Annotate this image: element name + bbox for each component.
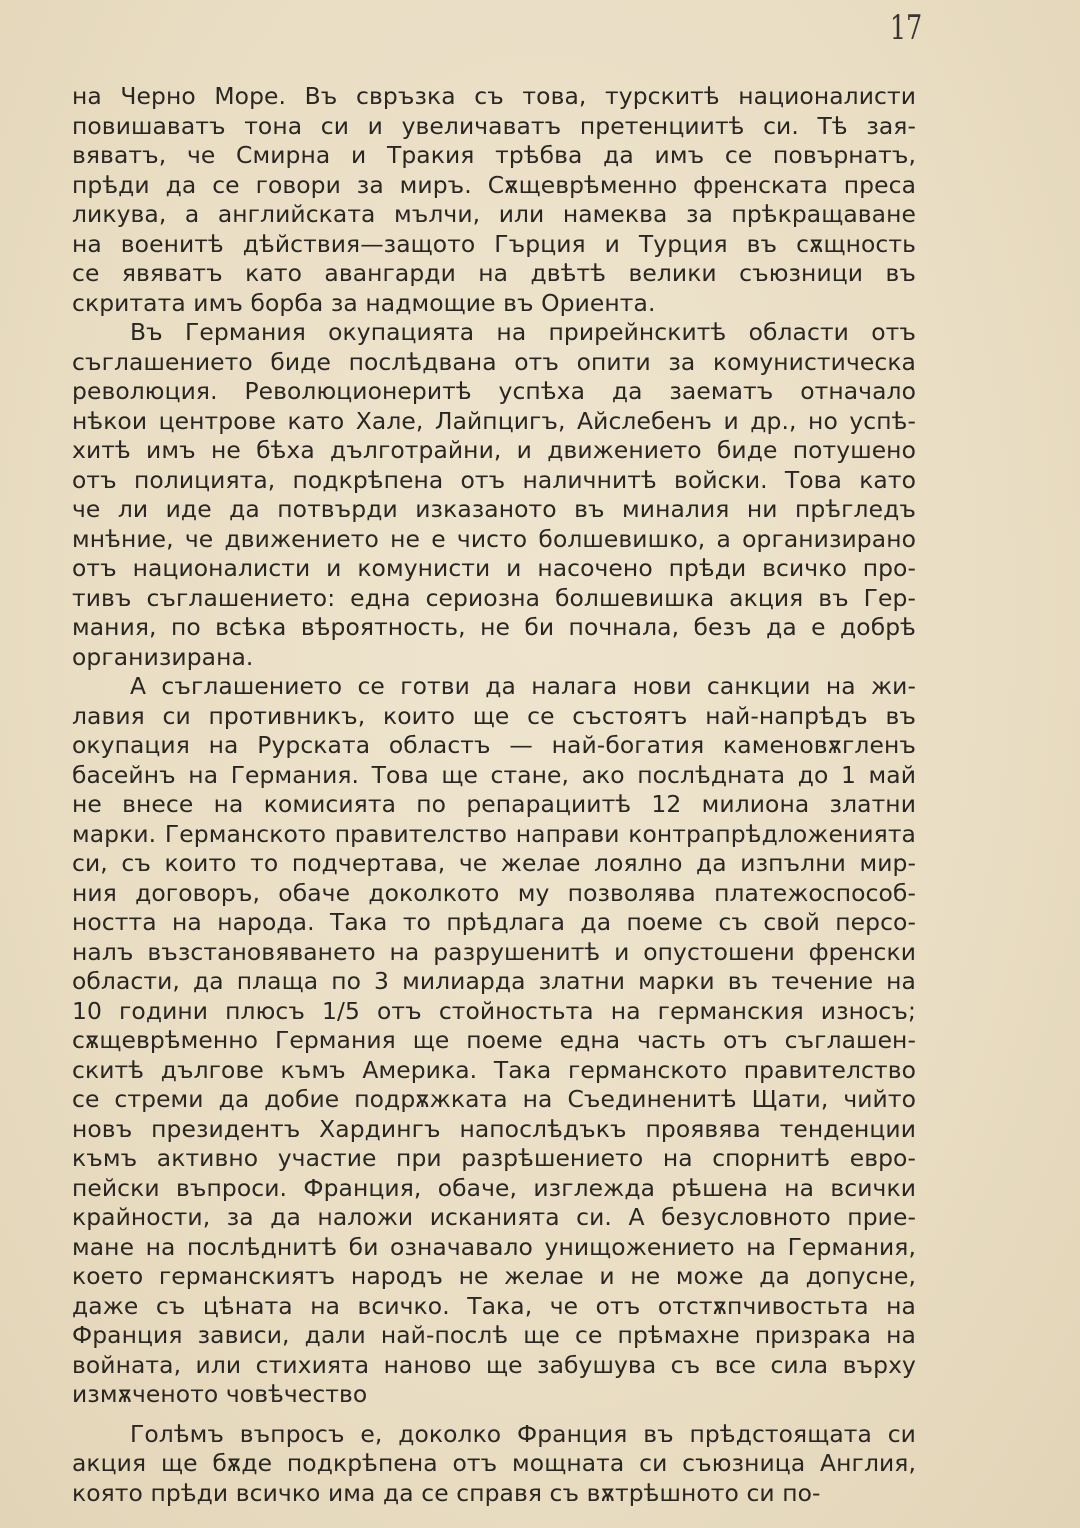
text-line: нѣкои центрове като Хале, Лайпцигъ, Айслебенъ и др., но успѣ- (72, 406, 916, 435)
text-line: се стреми да добие подрѫжката на Съединенитѣ Щати, чийто (72, 1085, 916, 1113)
text-line: на Черно Море. Въ свръзка съ това, турскитѣ националисти (72, 82, 916, 110)
text-line: марки. Германското правителство направи контрапрѣдложенията (72, 819, 916, 848)
text-line: даже съ цѣната на всичко. Така, че отъ отстѫпчивостьта на (72, 1291, 916, 1320)
text-line: акция ще бѫде подкрѣпена отъ мощната си съюзница Англия, (72, 1449, 916, 1477)
text-line: хитѣ имъ не бѣха дълготрайни, и движението биде потушено (72, 436, 916, 464)
text-line: ността на народа. Така то прѣдлага да поеме съ свой персо- (72, 908, 916, 936)
text-line: Въ Германия окупацията на прирейнскитѣ области отъ (130, 318, 916, 346)
text-line: Голѣмъ въпросъ е, доколко Франция въ прѣдстоящата си (130, 1419, 916, 1448)
text-line: скитѣ дългове къмъ Америка. Така германското правителство (72, 1055, 916, 1084)
text-line: на военитѣ дѣйствия—защото Гърция и Турция въ сѫщность (72, 229, 916, 258)
text-line: революция. Революционеритѣ успѣха да заематъ отначало (72, 377, 916, 405)
text-line: басейнъ на Германия. Това ще стане, ако послѣдната до 1 май (72, 760, 916, 789)
text-line: съглашението биде послѣдвана отъ опити за комунистическа (72, 347, 916, 376)
text-line: крайности, за да наложи исканията си. А безусловното прие- (72, 1203, 916, 1231)
paragraph-gap (72, 1410, 916, 1420)
text-line: тивъ съглашението: една сериозна болшевишка акция въ Гер- (72, 583, 916, 612)
text-line: окупация на Рурската областъ — най-богатия каменовѫгленъ (72, 731, 916, 759)
text-line: измѫченото човѣчество (72, 1380, 368, 1408)
text-line: войната, или стихията наново ще забушува съ все сила върху (72, 1350, 916, 1379)
text-line: къмъ активно участие при разрѣшението на спорнитѣ евро- (72, 1144, 916, 1172)
text-line: А съглашението се готви да налага нови санкции на жи- (130, 672, 916, 700)
text-line: прѣди да се говори за миръ. Сѫщеврѣменно френската преса (72, 170, 916, 199)
page-number: 17 (889, 8, 922, 48)
text-line: повишаватъ тона си и увеличаватъ претенциитѣ си. Тѣ зая- (72, 111, 916, 140)
text-line: мане на послѣднитѣ би означавало унищожението на Германия, (72, 1232, 916, 1261)
text-line: не внесе на комисията по репарациитѣ 12 милиона златни (72, 790, 916, 818)
paragraph (72, 1420, 916, 1509)
paragraph (72, 82, 916, 318)
text-line: скритата имъ борба за надмощие въ Ориента. (72, 288, 656, 317)
text-line: отъ националисти и комунисти и насочено прѣди всичко про- (72, 554, 916, 582)
text-line: което германскиятъ народъ не желае и не може да допусне, (72, 1262, 916, 1290)
text-line: отъ полицията, подкрѣпена отъ наличнитѣ войски. Това като (72, 465, 916, 494)
text-line: организирана. (72, 642, 254, 671)
text-line: области, да плаща по 3 милиарда златни марки въ течение на (72, 967, 916, 995)
text-line: пейски въпроси. Франция, обаче, изглежда рѣшена на всички (72, 1173, 916, 1202)
text-line: ния договоръ, обаче доколкото му позволява платежоспособ- (72, 878, 916, 907)
text-line: 10 години плюсъ 1/5 отъ стойностьта на германския износъ; (72, 996, 916, 1025)
paragraph (72, 672, 916, 1410)
text-line: новъ президентъ Хардингъ напослѣдъкъ проявява тенденции (72, 1114, 916, 1143)
text-line: Франция зависи, дали най-послѣ ще се прѣмахне призрака на (72, 1321, 916, 1349)
body-text (72, 82, 916, 1508)
text-line: че ли иде да потвърди изказаното въ миналия ни прѣгледъ (72, 495, 916, 523)
paragraph (72, 318, 916, 672)
text-line: лавия си противникъ, които ще се състоятъ най-напрѣдъ въ (72, 701, 916, 730)
text-line: вяватъ, че Смирна и Тракия трѣбва да имъ се повърнатъ, (72, 141, 916, 169)
text-line: налъ възстановяването на разрушенитѣ и опустошени френски (72, 937, 916, 966)
text-line: се явяватъ като авангарди на двѣтѣ велики съюзници въ (72, 259, 916, 287)
text-line: която прѣди всичко има да се справя съ вѫтрѣшното си по- (72, 1478, 821, 1507)
text-line: си, съ които то подчертава, че желае лоялно да изпълни мир- (72, 849, 916, 877)
text-line: ликува, а английската мълчи, или намеква за прѣкращаване (72, 200, 916, 228)
text-line: мания, по всѣка вѣроятность, не би почнала, безъ да е добрѣ (72, 613, 916, 641)
text-line: сѫщеврѣменно Германия ще поеме една часть отъ съглашен- (72, 1026, 916, 1054)
text-line: мнѣние, че движението не е чисто болшевишко, а организирано (72, 524, 916, 553)
